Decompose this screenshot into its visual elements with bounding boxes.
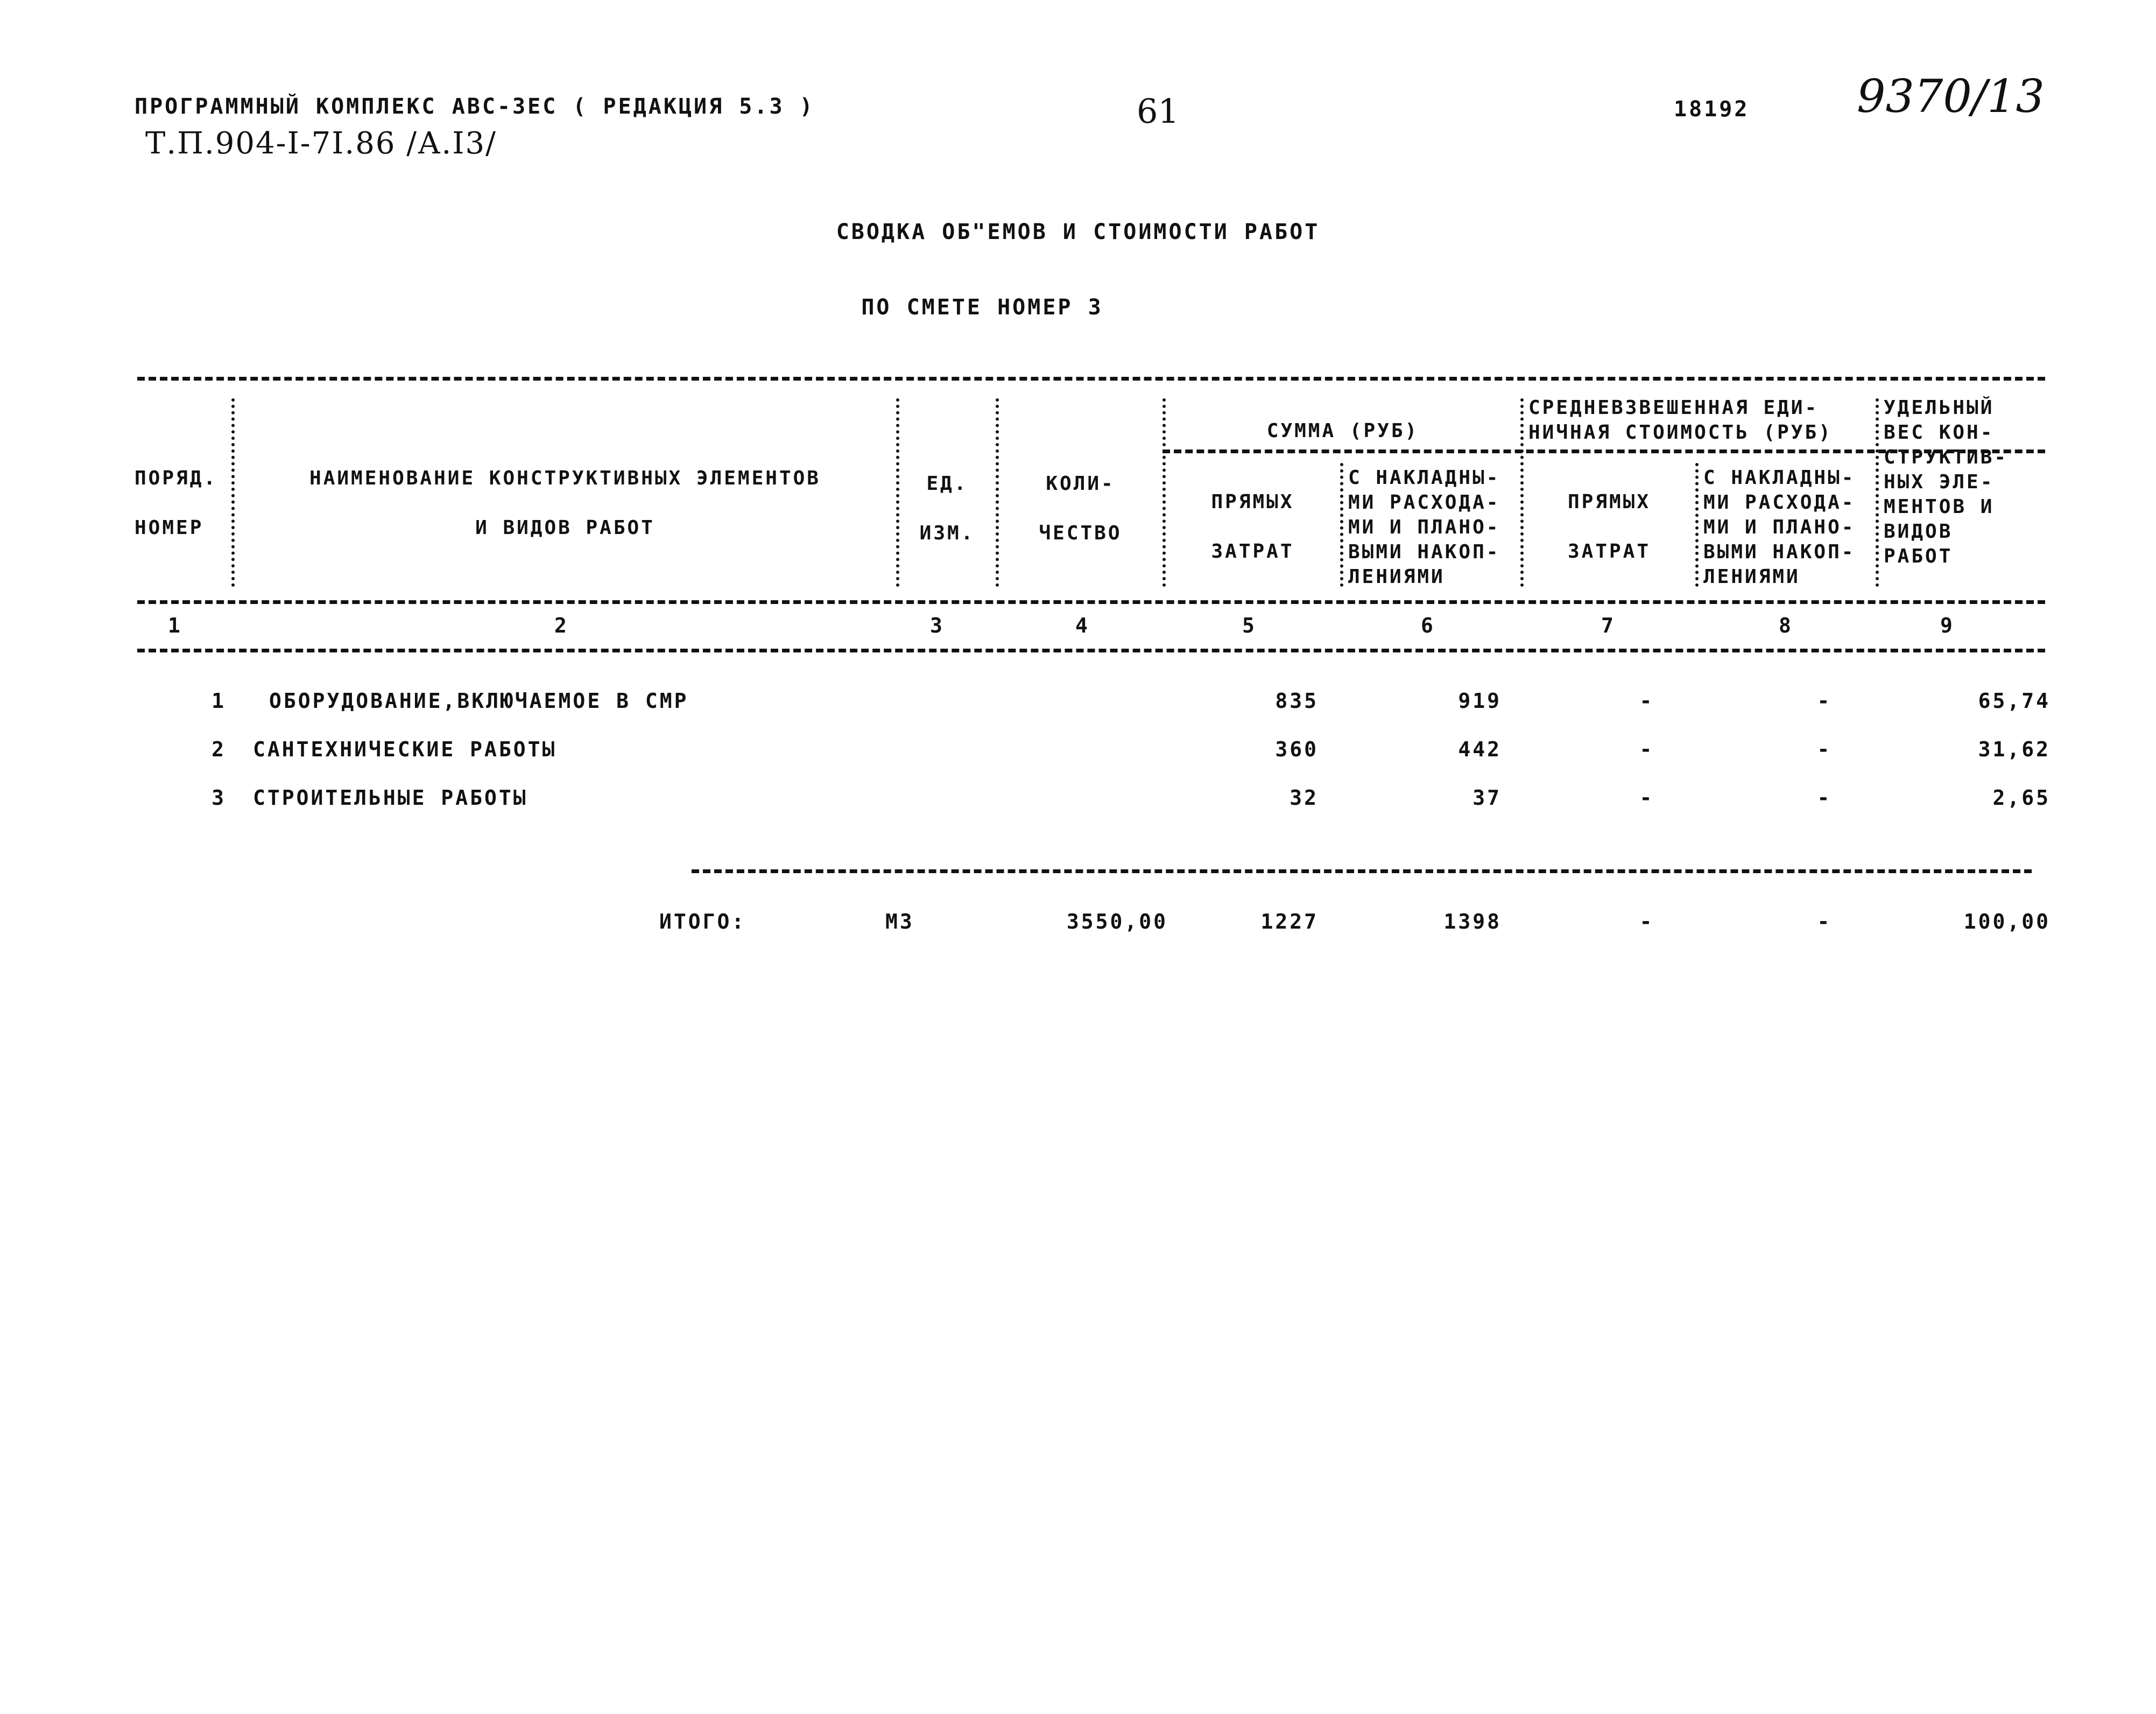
col3-header-line: ЕД. xyxy=(926,473,968,495)
program-header: ПРОГРАММНЫЙ КОМПЛЕКС АВС-ЗЕС ( РЕДАКЦИЯ 5.3 ) xyxy=(135,94,815,119)
total-avg-direct: - xyxy=(1639,910,1654,933)
handwritten-note: 9370/13 xyxy=(1857,70,2045,123)
col9-header-line: НЫХ ЭЛЕ- xyxy=(1884,471,1995,493)
col6-header-line: МИ И ПЛАНО- xyxy=(1348,516,1500,538)
table-top-rule xyxy=(137,377,2045,381)
row-weight: 31,62 xyxy=(1978,737,2051,761)
column-number: 5 xyxy=(1242,614,1257,637)
row-direct: 32 xyxy=(1290,786,1319,810)
total-unit: М3 xyxy=(885,910,914,933)
col3-header xyxy=(901,472,993,546)
header-divider xyxy=(1695,463,1699,587)
col9-header-line: ВИДОВ xyxy=(1884,521,1953,543)
col1-header xyxy=(135,466,217,540)
col4-header xyxy=(1001,472,1160,546)
col6-header-line: ЛЕНИЯМИ xyxy=(1348,566,1445,588)
row-avg-overhead: - xyxy=(1817,689,1832,713)
col4-header-line: ЧЕСТВО xyxy=(1039,522,1122,544)
col7-header-line: ЗАТРАТ xyxy=(1567,540,1651,563)
document-code: 18192 xyxy=(1674,97,1750,122)
col5-header-line: ЗАТРАТ xyxy=(1211,540,1294,563)
col5-header-line: ПРЯМЫХ xyxy=(1211,491,1294,513)
page-number: 61 xyxy=(1137,92,1179,131)
row-avg-overhead: - xyxy=(1817,737,1832,761)
row-weight: 2,65 xyxy=(1992,786,2051,810)
avg-group-header-line: СРЕДНЕВЗВЕШЕННАЯ ЕДИ- xyxy=(1528,397,1819,419)
column-number: 4 xyxy=(1075,614,1090,637)
col2-header-line: НАИМЕНОВАНИЕ КОНСТРУКТИВНЫХ ЭЛЕМЕНТОВ xyxy=(309,467,821,489)
col7-header-line: ПРЯМЫХ xyxy=(1567,491,1651,513)
row-name: ОБОРУДОВАНИЕ,ВКЛЮЧАЕМОЕ В СМР xyxy=(269,689,689,713)
col5-header xyxy=(1168,490,1337,564)
page-title: СВОДКА ОБ"ЕМОВ И СТОИМОСТИ РАБОТ xyxy=(836,220,1320,244)
column-number: 7 xyxy=(1601,614,1616,637)
col8-header xyxy=(1703,466,1855,589)
column-number: 9 xyxy=(1940,614,1955,637)
header-divider xyxy=(1340,463,1343,587)
col3-header-line: ИЗМ. xyxy=(919,522,975,544)
col2-header xyxy=(237,466,893,540)
total-label: ИТОГО: xyxy=(659,910,746,933)
row-avg-direct: - xyxy=(1639,786,1654,810)
total-overhead: 1398 xyxy=(1443,910,1502,933)
row-overhead: 37 xyxy=(1472,786,1502,810)
row-name: СТРОИТЕЛЬНЫЕ РАБОТЫ xyxy=(253,786,528,810)
avg-group-header-line: НИЧНАЯ СТОИМОСТЬ (РУБ) xyxy=(1528,422,1833,444)
row-avg-direct: - xyxy=(1639,689,1654,713)
page-subtitle: ПО СМЕТЕ НОМЕР 3 xyxy=(861,295,1103,320)
col6-header-line: ВЫМИ НАКОП- xyxy=(1348,541,1500,563)
header-divider xyxy=(1876,398,1879,587)
header-divider xyxy=(1520,398,1524,587)
row-avg-overhead: - xyxy=(1817,786,1832,810)
col8-header-line: С НАКЛАДНЫ- xyxy=(1703,467,1856,489)
col8-header-line: МИ И ПЛАНО- xyxy=(1703,516,1856,538)
total-direct: 1227 xyxy=(1260,910,1319,933)
row-number: 3 xyxy=(212,786,226,810)
avg-group-header xyxy=(1528,396,1833,445)
col9-header-line: УДЕЛЬНЫЙ xyxy=(1884,397,1995,419)
header-divider xyxy=(1162,398,1166,587)
column-number: 2 xyxy=(554,614,569,637)
col8-header-line: ВЫМИ НАКОП- xyxy=(1703,541,1856,563)
col9-header-line: МЕНТОВ И xyxy=(1884,496,1995,518)
col1-header-line: НОМЕР xyxy=(135,517,204,539)
col6-header-line: МИ РАСХОДА- xyxy=(1348,491,1500,514)
col9-header xyxy=(1884,396,2008,569)
total-rule xyxy=(692,869,2032,873)
row-direct: 360 xyxy=(1275,737,1319,761)
sum-group-header: СУММА (РУБ) xyxy=(1266,420,1419,442)
col4-header-line: КОЛИ- xyxy=(1046,473,1115,495)
column-number: 3 xyxy=(930,614,945,637)
col9-header-line: ВЕС КОН- xyxy=(1884,422,1995,444)
col2-header-line: И ВИДОВ РАБОТ xyxy=(475,517,655,539)
col7-header xyxy=(1526,490,1693,564)
row-direct: 835 xyxy=(1275,689,1319,713)
col8-header-line: ЛЕНИЯМИ xyxy=(1703,566,1800,588)
row-number: 2 xyxy=(212,737,226,761)
header-divider xyxy=(996,398,999,587)
column-number: 6 xyxy=(1421,614,1435,637)
row-overhead: 442 xyxy=(1458,737,1502,761)
column-numbers-bottom-rule xyxy=(137,649,2045,652)
row-avg-direct: - xyxy=(1639,737,1654,761)
total-weight: 100,00 xyxy=(1963,910,2051,933)
header-divider xyxy=(896,398,899,587)
col8-header-line: МИ РАСХОДА- xyxy=(1703,491,1856,514)
header-bottom-rule xyxy=(137,600,2045,604)
row-number: 1 xyxy=(212,689,226,713)
header-divider xyxy=(231,398,235,587)
column-number: 1 xyxy=(168,614,182,637)
col6-header-line: С НАКЛАДНЫ- xyxy=(1348,467,1500,489)
total-quantity: 3550,00 xyxy=(1066,910,1168,933)
col1-header-line: ПОРЯД. xyxy=(135,467,218,489)
row-weight: 65,74 xyxy=(1978,689,2051,713)
column-number: 8 xyxy=(1779,614,1793,637)
total-avg-overhead: - xyxy=(1817,910,1832,933)
project-code: Т.П.904-I-7I.86 /А.I3/ xyxy=(145,126,497,161)
col6-header xyxy=(1348,466,1500,589)
row-name: САНТЕХНИЧЕСКИЕ РАБОТЫ xyxy=(253,737,557,761)
col9-header-line: СТРУКТИВ- xyxy=(1884,446,2009,468)
row-overhead: 919 xyxy=(1458,689,1502,713)
col9-header-line: РАБОТ xyxy=(1884,545,1953,567)
